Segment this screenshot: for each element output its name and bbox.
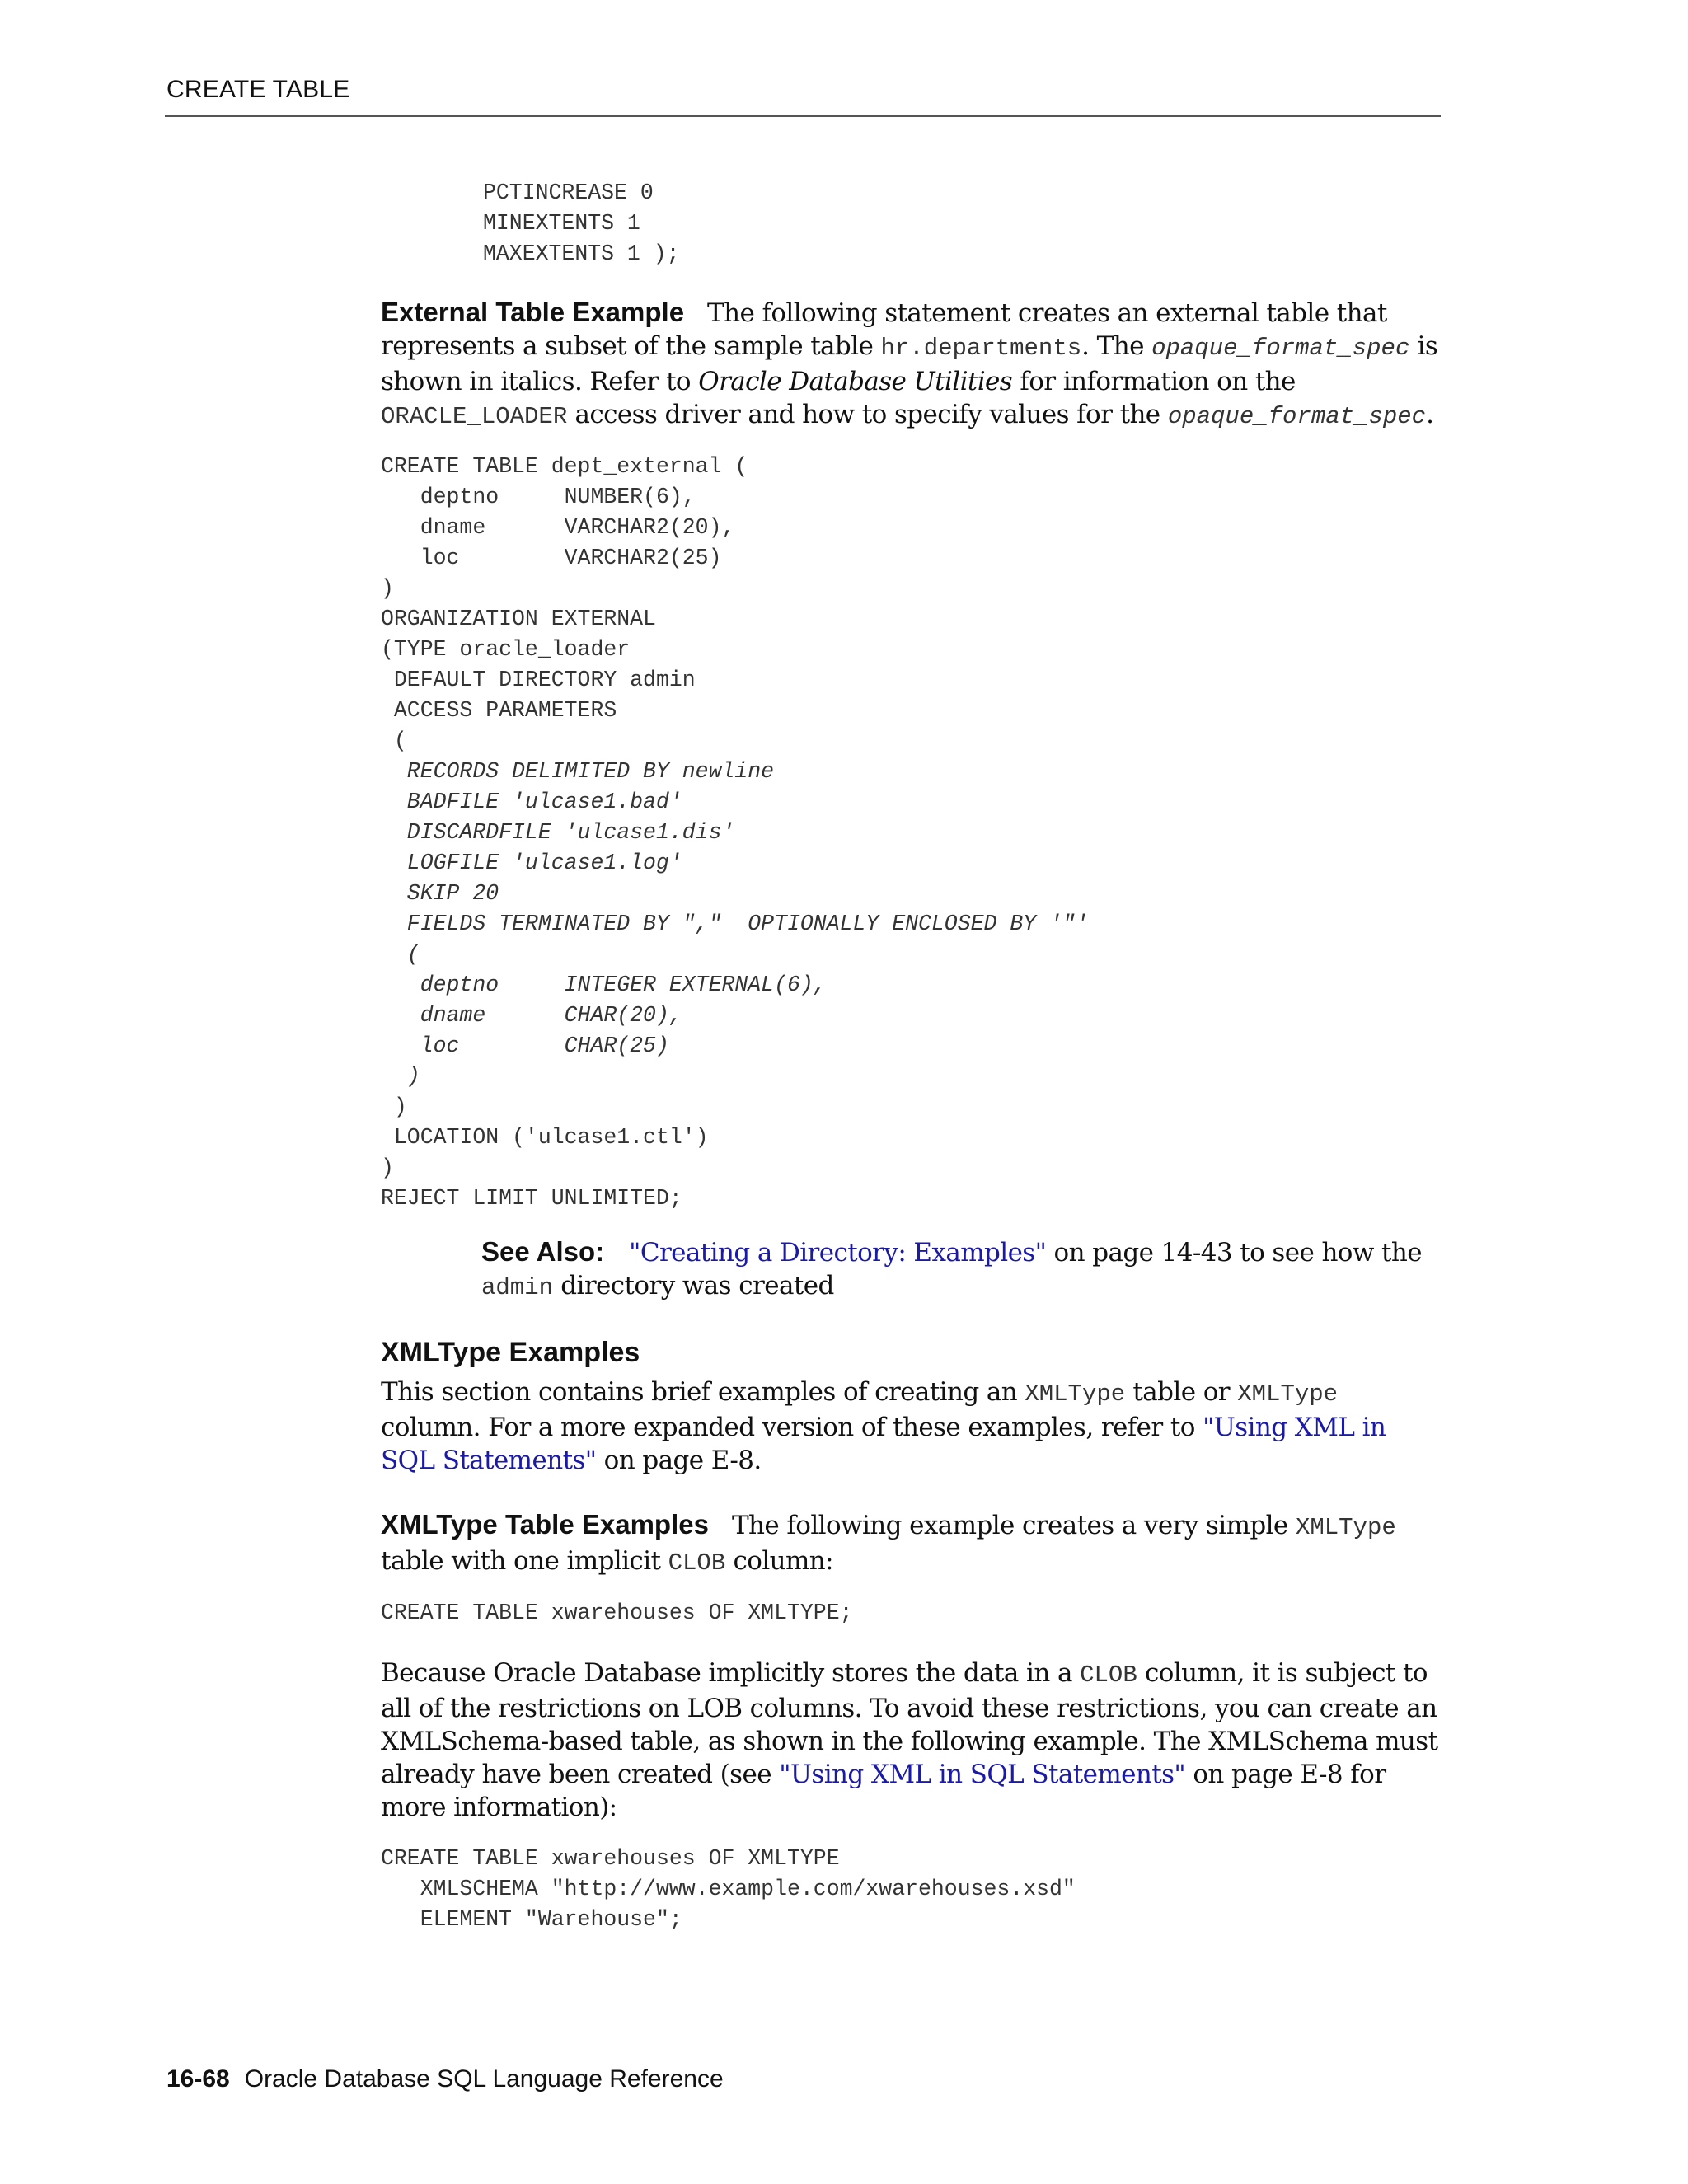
book-title: Oracle Database Utilities [698, 367, 1013, 396]
code-storage-clause: PCTINCREASE 0 MINEXTENTS 1 MAXEXTENTS 1 ); [483, 180, 680, 266]
inline-code: XMLType [1237, 1380, 1339, 1408]
see-also-note [481, 1235, 1444, 1305]
text: access driver and how to specify values for the [567, 400, 1168, 429]
text: . [1426, 400, 1434, 429]
text: . The [1081, 331, 1152, 361]
runin-heading-xmltype-table: XMLType Table Examples [381, 1509, 709, 1540]
text: is shown in italics. Refer to [381, 331, 1438, 396]
xml-in-sql-link[interactable]: "Using XML in SQL Statements" [381, 1413, 1386, 1475]
inline-code: ORACLE_LOADER [381, 403, 568, 430]
inline-code-italic: opaque_format_spec [1151, 335, 1410, 362]
code-part-italic: RECORDS DELIMITED BY newline BADFILE 'ulcase1.bad' DISCARDFILE 'ulcase1.dis' LOGFILE 'ulcase1.log' SKIP 20 FIELDS TERMINATED BY "," OPTIONALLY ENCLOSED BY '"' ( deptno INTEGER EXTERNAL(6), dname CHAR(20), loc CHAR(25) ) [406, 759, 1089, 1089]
inline-code: XMLType [1025, 1380, 1126, 1408]
see-also-link[interactable]: "Creating a Directory: Examples" [629, 1238, 1047, 1268]
see-also-label: See Also: [481, 1236, 605, 1267]
text: Because Oracle Database implicitly stores the data in a [381, 1658, 1081, 1688]
because-paragraph [381, 1657, 1444, 1824]
inline-code: hr.departments [880, 335, 1082, 362]
page-body [381, 173, 1444, 1935]
inline-code: CLOB [1080, 1661, 1137, 1689]
text: for information on the [1012, 367, 1296, 396]
code-xwarehouses-schema: CREATE TABLE xwarehouses OF XMLTYPE XMLSCHEMA "http://www.example.com/xwarehouses.xsd" ELEMENT "Warehouse"; [381, 1846, 1076, 1932]
text: This section contains brief examples of creating an [381, 1377, 1025, 1407]
page-number: 16-68 [166, 2065, 230, 2093]
inline-code: XMLType [1295, 1514, 1396, 1541]
text: table or [1125, 1377, 1238, 1407]
xmltype-intro-paragraph [381, 1376, 1444, 1477]
text: column, it is subject to all of the restrictions on LOB columns. To avoid these restrictions, you can create an XMLSchema-based table, as shown in the following example. The XMLSchema must already have been created (see [381, 1658, 1438, 1789]
book-title-footer: Oracle Database SQL Language Reference [244, 2065, 724, 2093]
code-part-plain: ) LOCATION ('ulcase1.ctl') ) REJECT LIMIT UNLIMITED; [381, 1094, 709, 1211]
running-header: CREATE TABLE [166, 76, 350, 103]
code-part-plain: CREATE TABLE dept_external ( deptno NUMBER(6), dname VARCHAR2(20), loc VARCHAR2(25) ) ORGANIZATION EXTERNAL (TYPE oracle_loader DEFAULT DIRECTORY admin ACCESS PARAMETERS ( [381, 454, 748, 753]
text: directory was created [553, 1271, 834, 1301]
page-footer [166, 2065, 724, 2093]
text: The following example creates a very simple [731, 1511, 1296, 1540]
text: column: [725, 1546, 834, 1576]
text: on page 14-43 to see how the [1046, 1238, 1423, 1268]
runin-heading-external: External Table Example [381, 297, 685, 327]
text: column. For a more expanded version of these examples, refer to [381, 1413, 1203, 1442]
external-table-example-paragraph [381, 296, 1444, 434]
code-dept-external [381, 452, 1444, 1214]
inline-code-italic: opaque_format_spec [1167, 403, 1427, 430]
code-xwarehouses: CREATE TABLE xwarehouses OF XMLTYPE; [381, 1601, 853, 1625]
inline-code: CLOB [668, 1549, 726, 1577]
section-heading-xmltype: XMLType Examples [381, 1337, 640, 1368]
header-rule [165, 115, 1441, 117]
text: on page E-8. [596, 1446, 762, 1475]
xml-in-sql-link[interactable]: "Using XML in SQL Statements" [779, 1760, 1186, 1789]
text: table with one implicit [381, 1546, 668, 1576]
text: The following statement creates an external table that represents a subset of the sample table [381, 298, 1387, 361]
xmltype-table-paragraph [381, 1508, 1444, 1580]
inline-code: admin [481, 1274, 554, 1301]
text: on page E-8 for more information): [381, 1760, 1386, 1822]
